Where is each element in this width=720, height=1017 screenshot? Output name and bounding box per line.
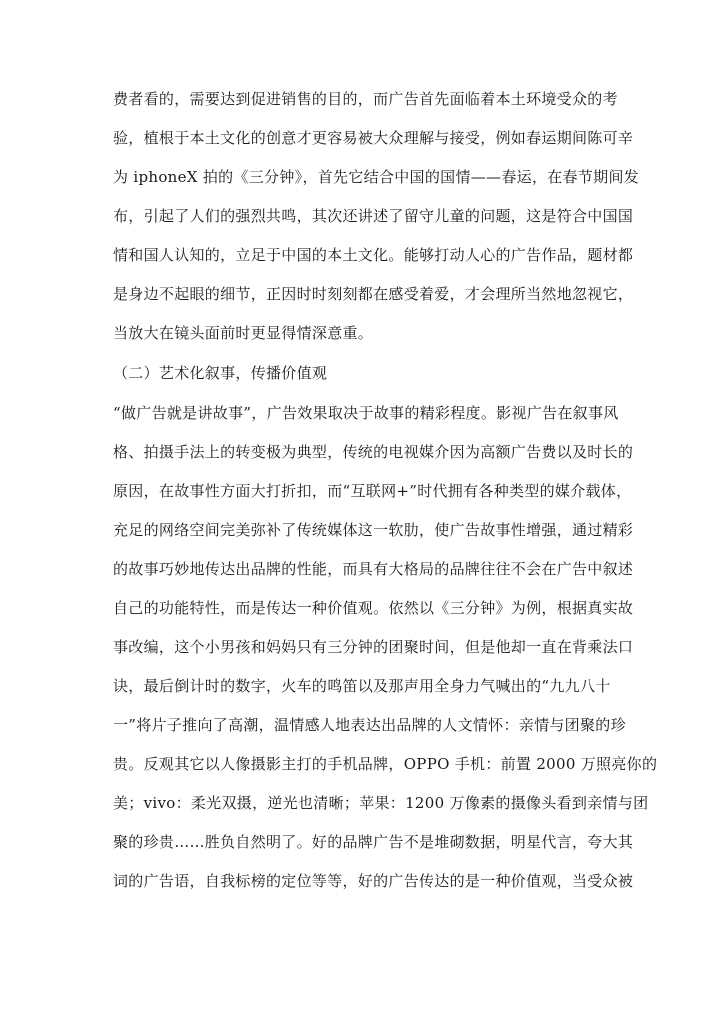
paragraph-line: 为 iphoneX 拍的《三分钟》，首先它结合中国的国情——春运，在春节期间发 <box>113 168 640 186</box>
paragraph-line: 词的广告语，自我标榜的定位等等，好的广告传达的是一种价值观，当受众被 <box>113 872 634 890</box>
paragraph-line: 当放大在镜头面前时更显得情深意重。 <box>113 324 374 342</box>
section-heading: （二）艺术化叙事，传播价值观 <box>113 364 328 382</box>
paragraph-line: 布，引起了人们的强烈共鸣，其次还讲述了留守儿童的问题，这是符合中国国 <box>113 207 634 225</box>
paragraph-line: 格、拍摄手法上的转变极为典型，传统的电视媒介因为高额广告费以及时长的 <box>113 443 634 461</box>
paragraph-line: 费者看的，需要达到促进销售的目的，而广告首先面临着本土环境受众的考 <box>113 90 618 108</box>
paragraph-line: 事改编，这个小男孩和妈妈只有三分钟的团聚时间，但是他却一直在背乘法口 <box>113 638 634 656</box>
paragraph-line: 聚的珍贵……胜负自然明了。好的品牌广告不是堆砌数据，明星代言，夸大其 <box>113 833 634 851</box>
paragraph-line: 贵。反观其它以人像摄影主打的手机品牌，OPPO 手机：前置 2000 万照亮你的 <box>113 755 658 773</box>
paragraph-line: 诀，最后倒计时的数字，火车的鸣笛以及那声用全身力气喊出的“九九八十 <box>113 677 611 695</box>
paragraph-line: 自己的功能特性，而是传达一种价值观。依然以《三分钟》为例，根据真实故 <box>113 599 634 617</box>
paragraph-line: 原因，在故事性方面大打折扣，而“互联网+”时代拥有各种类型的媒介载体， <box>113 482 632 500</box>
paragraph-line: 验，植根于本土文化的创意才更容易被大众理解与接受，例如春运期间陈可辛 <box>113 129 634 147</box>
paragraph-line: 的故事巧妙地传达出品牌的性能，而具有大格局的品牌往往不会在广告中叙述 <box>113 560 634 578</box>
paragraph-line: “做广告就是讲故事”，广告效果取决于故事的精彩程度。影视广告在叙事风 <box>113 404 619 422</box>
paragraph-line: 充足的网络空间完美弥补了传统媒体这一软肋，使广告故事性增强，通过精彩 <box>113 521 634 539</box>
paragraph-line: 美；vivo：柔光双摄，逆光也清晰；苹果：1200 万像素的摄像头看到亲情与团 <box>113 794 649 812</box>
paragraph-line: 是身边不起眼的细节，正因时时刻刻都在感受着爱，才会理所当然地忽视它， <box>113 285 634 303</box>
paragraph-line: 情和国人认知的，立足于中国的本土文化。能够打动人心的广告作品，题材都 <box>113 246 634 264</box>
paragraph-line: 一”将片子推向了高潮，温情感人地表达出品牌的人文情怀：亲情与团聚的珍 <box>113 716 626 734</box>
